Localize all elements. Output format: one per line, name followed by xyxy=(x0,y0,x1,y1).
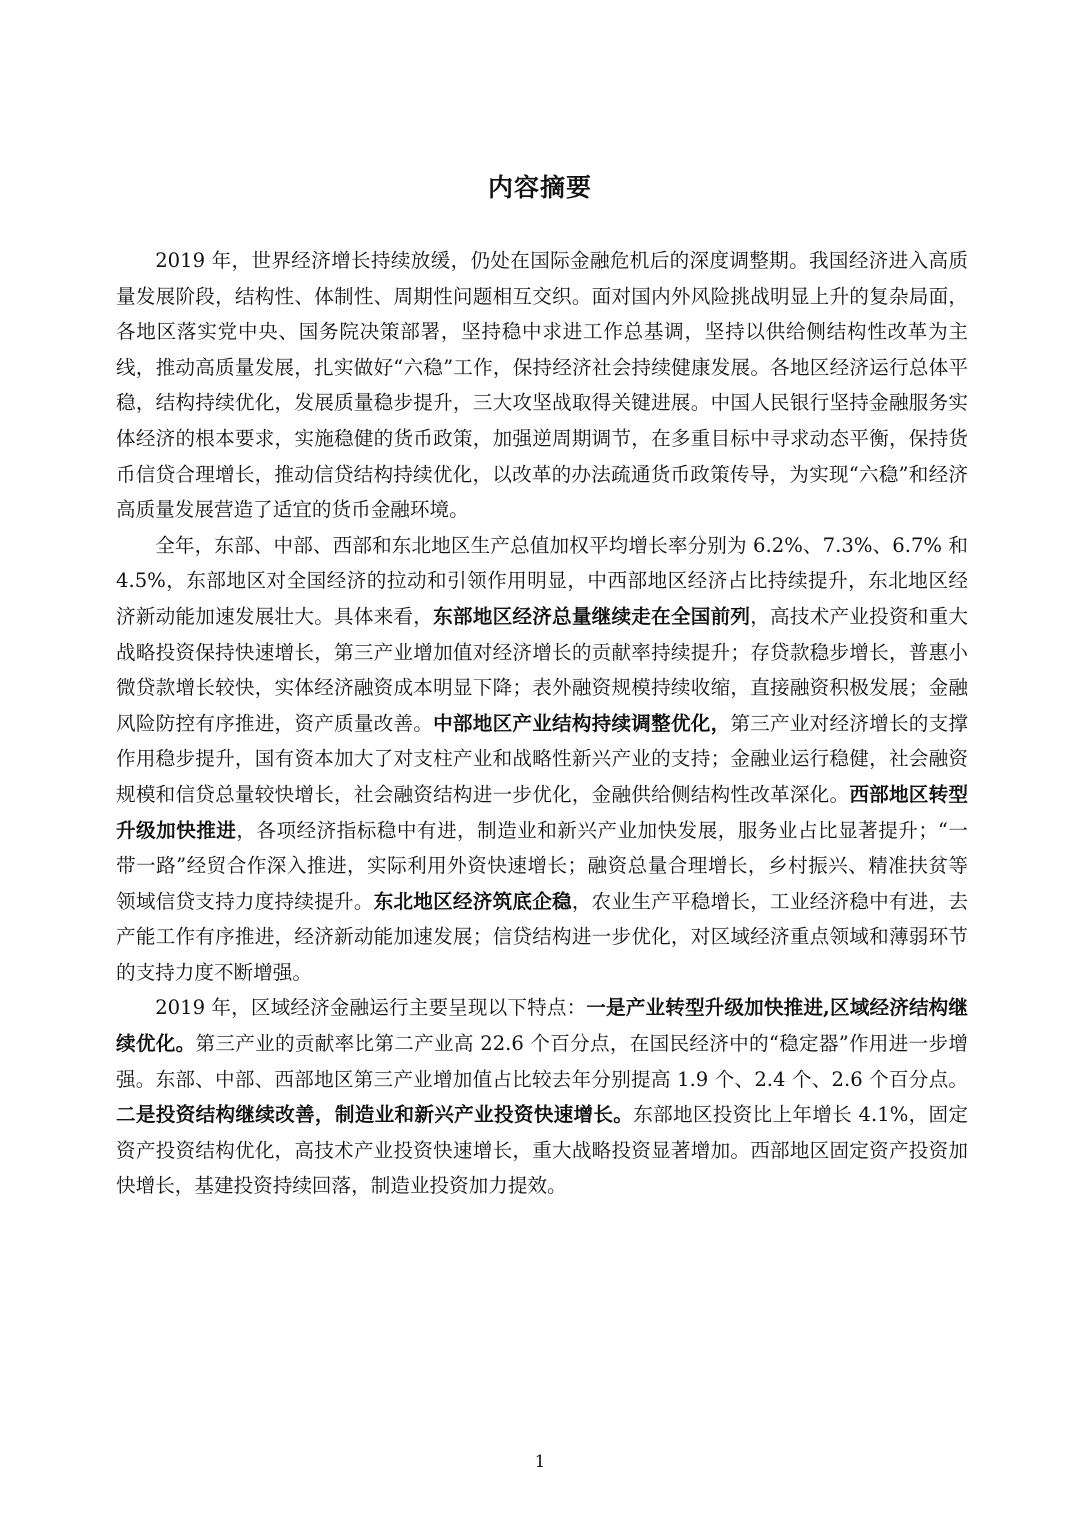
highlight-feature-two: 二是投资结构继续改善，制造业和新兴产业投资快速增长。 xyxy=(116,1103,634,1127)
paragraph-text: 全年，东部、中部、西部和东北地区生产总值加权平均增长率分别为 6.2%、7.3%、6.7% 和 4.5%，东部地区对全国经济的拉动和引领作用明显，中西部地区经济占比持续提升，东北地区经济新动能加速发展壮大。具体来看， xyxy=(116,533,968,628)
highlight-northeast-region: 东北地区经济筑底企稳 xyxy=(373,889,572,913)
page-title: 内容摘要 xyxy=(487,173,592,202)
paragraph-3 xyxy=(116,990,968,1204)
paragraph-text: ，农业生产平稳增长，工业经济稳中有进，去产能工作有序推进，经济新动能加速发展；信贷结构进一步优化，对区域经济重点领域和薄弱环节的支持力度不断增强。 xyxy=(116,889,969,984)
highlight-west-region: 西部地区转型升级加快推进 xyxy=(116,782,969,842)
highlight-central-region: 中部地区产业结构持续调整优化， xyxy=(433,711,731,735)
paragraph-text: ，高技术产业投资和重大战略投资保持快速增长，第三产业增加值对经济增长的贡献率持续提升；存贷款稳步增长，普惠小微贷款增长较快，实体经济融资成本明显下降；表外融资规模持续收缩，直接融资积极发展；金融风险防控有序推进，资产质量改善。 xyxy=(116,604,969,735)
abstract-body xyxy=(116,243,968,1204)
paragraph-2 xyxy=(116,528,968,991)
page-number: 1 xyxy=(534,1452,546,1472)
paragraph-text: 第三产业的贡献率比第二产业高 22.6 个百分点，在国民经济中的“稳定器”作用进一步增强。东部、中部、西部地区第三产业增加值占比较去年分别提高 1.9 个、2.4 个、2.6 个百分点。 xyxy=(116,1032,968,1091)
highlight-east-region: 东部地区经济总量继续走在全国前列 xyxy=(433,604,751,628)
paragraph-text: ，各项经济指标稳中有进，制造业和新兴产业加快发展，服务业占比显著提升；“一带一路”经贸合作深入推进，实际利用外资快速增长；融资总量合理增长，乡村振兴、精准扶贫等领域信贷支持力度持续提升。 xyxy=(116,818,968,913)
highlight-feature-one: 一是产业转型升级加快推进,区域经济结构继续优化。 xyxy=(116,996,968,1056)
paragraph-1 xyxy=(116,243,968,528)
paragraph-text: 第三产业对经济增长的支撑作用稳步提升，国有资本加大了对支柱产业和战略性新兴产业的支持；金融业运行稳健，社会融资规模和信贷总量较快增长，社会融资结构进一步优化，金融供给侧结构性改革深化。 xyxy=(116,711,969,806)
paragraph-text: 东部地区投资比上年增长 4.1%，固定资产投资结构优化，高技术产业投资快速增长，重大战略投资显著增加。西部地区固定资产投资加快增长，基建投资持续回落，制造业投资加力提效。 xyxy=(116,1103,968,1198)
paragraph-text: 2019 年，世界经济增长持续放缓，仍处在国际金融危机后的深度调整期。我国经济进入高质量发展阶段，结构性、体制性、周期性问题相互交织。面对国内外风险挑战明显上升的复杂局面，各地区落实党中央、国务院决策部署，坚持稳中求进工作总基调，坚持以供给侧结构性改革为主线，推动高质量发展，扎实做好“六稳”工作，保持经济社会持续健康发展。各地区经济运行总体平稳，结构持续优化，发展质量稳步提升，三大攻坚战取得关键进展。中国人民银行坚持金融服务实体经济的根本要求，实施稳健的货币政策，加强逆周期调节，在多重目标中寻求动态平衡，保持货币信贷合理增长，推动信贷结构持续优化，以改革的办法疏通货币政策传导，为实现“六稳”和经济高质量发展营造了适宜的货币金融环境。 xyxy=(116,249,968,522)
paragraph-text: 2019 年，区域经济金融运行主要呈现以下特点： xyxy=(155,996,587,1020)
